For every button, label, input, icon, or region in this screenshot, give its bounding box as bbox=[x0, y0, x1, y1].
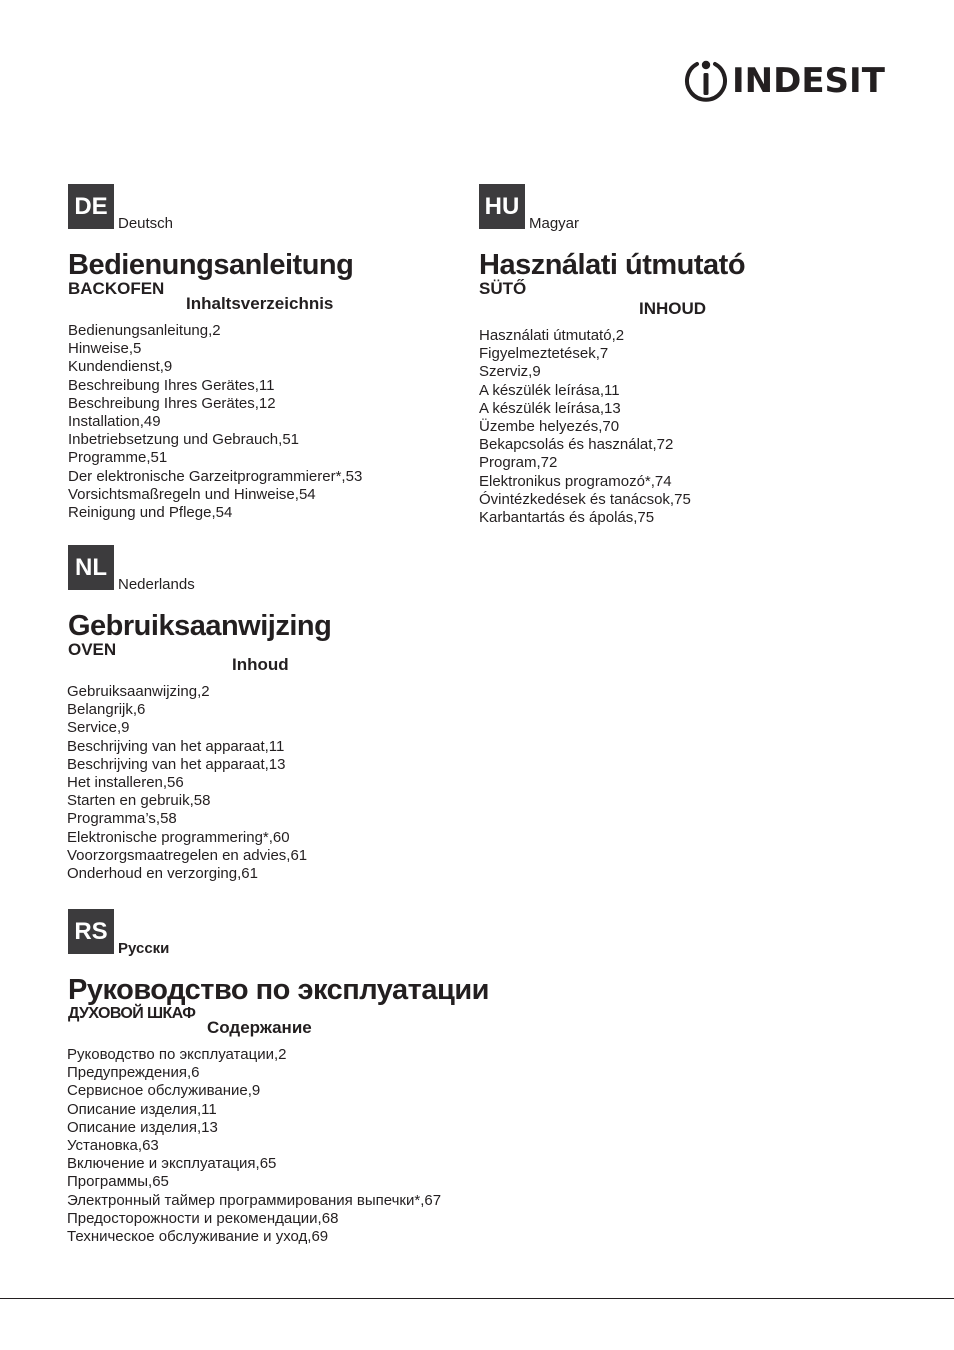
language-code-badge: DE bbox=[68, 184, 114, 229]
toc-item: Service,9 bbox=[67, 719, 130, 737]
section-de bbox=[68, 184, 448, 529]
language-name: Deutsch bbox=[118, 215, 174, 232]
brand-name: INDESIT bbox=[732, 61, 885, 101]
toc-item: Installation,49 bbox=[68, 413, 161, 431]
toc-item: Установка,63 bbox=[67, 1137, 159, 1155]
toc-item: Техническое обслуживание и уход,69 bbox=[67, 1228, 329, 1246]
manual-title: Használati útmutató bbox=[479, 249, 746, 281]
toc-item: Beschrijving van het apparaat,11 bbox=[67, 737, 285, 755]
toc-item: Starten en gebruik,58 bbox=[67, 792, 211, 810]
toc-list bbox=[68, 322, 362, 522]
toc-item: Program,72 bbox=[479, 454, 558, 472]
language-name: Nederlands bbox=[118, 576, 195, 593]
toc-heading: Inhaltsverzeichnis bbox=[186, 294, 334, 313]
toc-item: Elektronische programmering*,60 bbox=[67, 828, 290, 846]
section-rs bbox=[68, 909, 488, 1254]
product-name: SÜTŐ bbox=[479, 279, 527, 298]
toc-item: Inbetriebsetzung und Gebrauch,51 bbox=[68, 431, 299, 449]
toc-heading: Inhoud bbox=[232, 655, 289, 674]
toc-item: Karbantartás és ápolás,75 bbox=[479, 509, 655, 527]
product-name: BACKOFEN bbox=[68, 279, 165, 298]
product-name: OVEN bbox=[68, 640, 117, 659]
language-code-badge: RS bbox=[68, 909, 114, 954]
manual-title: Руководство по эксплуатации bbox=[68, 974, 489, 1006]
toc-item: Onderhoud en verzorging,61 bbox=[67, 865, 258, 883]
toc-item: Сервисное обслуживание,9 bbox=[67, 1082, 261, 1100]
language-name: Magyar bbox=[529, 215, 580, 232]
toc-item: Gebruiksaanwijzing,2 bbox=[67, 683, 210, 700]
toc-item: Figyelmeztetések,7 bbox=[479, 345, 609, 363]
toc-item: Bedienungsanleitung,2 bbox=[68, 322, 221, 339]
toc-list bbox=[67, 1046, 441, 1246]
toc-item: Руководство по эксплуатации,2 bbox=[67, 1046, 287, 1063]
toc-item: Szerviz,9 bbox=[479, 363, 541, 381]
product-name: ДУХОВОЙ ШКАФ bbox=[68, 1005, 196, 1022]
language-name: Русски bbox=[118, 940, 170, 957]
language-code-badge: HU bbox=[479, 184, 525, 229]
toc-item: Használati útmutató,2 bbox=[479, 327, 625, 344]
toc-item: Voorzorgsmaatregelen en advies,61 bbox=[67, 846, 308, 864]
toc-item: Beschreibung Ihres Gerätes,11 bbox=[68, 376, 275, 394]
logo-ring-icon bbox=[684, 56, 728, 104]
toc-item: Включение и эксплуатация,65 bbox=[67, 1155, 277, 1173]
language-code-badge: NL bbox=[68, 545, 114, 590]
toc-item: Üzembe helyezés,70 bbox=[479, 418, 620, 436]
toc-item: Het installeren,56 bbox=[67, 774, 184, 792]
indesit-logo bbox=[684, 56, 885, 108]
toc-heading: INHOUD bbox=[639, 299, 707, 318]
toc-item: Описание изделия,11 bbox=[67, 1100, 217, 1118]
toc-item: Óvintézkedések és tanácsok,75 bbox=[479, 490, 691, 508]
toc-item: Программы,65 bbox=[67, 1173, 169, 1191]
toc-list bbox=[479, 327, 691, 527]
toc-item: A készülék leírása,13 bbox=[479, 399, 621, 417]
manual-title: Bedienungsanleitung bbox=[68, 249, 354, 281]
toc-item: Kundendienst,9 bbox=[68, 358, 173, 376]
toc-item: Vorsichtsmaßregeln und Hinweise,54 bbox=[68, 485, 316, 503]
toc-item: Elektronikus programozó*,74 bbox=[479, 472, 672, 490]
section-hu bbox=[479, 184, 879, 529]
toc-item: Предосторожности и рекомендации,68 bbox=[67, 1209, 339, 1227]
toc-item: Электронный таймер программирования выпечки*,67 bbox=[67, 1191, 442, 1209]
section-nl bbox=[68, 545, 448, 890]
toc-list bbox=[67, 683, 307, 883]
manual-title: Gebruiksaanwijzing bbox=[68, 610, 332, 642]
toc-item: Beschreibung Ihres Gerätes,12 bbox=[68, 394, 276, 412]
toc-item: Belangrijk,6 bbox=[67, 701, 146, 719]
bottom-divider bbox=[0, 1298, 954, 1299]
toc-item: Reinigung und Pflege,54 bbox=[68, 504, 233, 522]
toc-item: A készülék leírása,11 bbox=[479, 381, 620, 399]
toc-item: Bekapcsolás és használat,72 bbox=[479, 436, 674, 454]
toc-item: Beschrijving van het apparaat,13 bbox=[67, 755, 286, 773]
toc-item: Описание изделия,13 bbox=[67, 1118, 218, 1136]
toc-item: Programma’s,58 bbox=[67, 810, 177, 828]
toc-item: Hinweise,5 bbox=[68, 340, 142, 358]
toc-heading: Содержание bbox=[207, 1018, 312, 1037]
toc-item: Предупреждения,6 bbox=[67, 1064, 200, 1082]
toc-item: Der elektronische Garzeitprogrammierer*,53 bbox=[68, 467, 363, 485]
toc-item: Programme,51 bbox=[68, 449, 168, 467]
